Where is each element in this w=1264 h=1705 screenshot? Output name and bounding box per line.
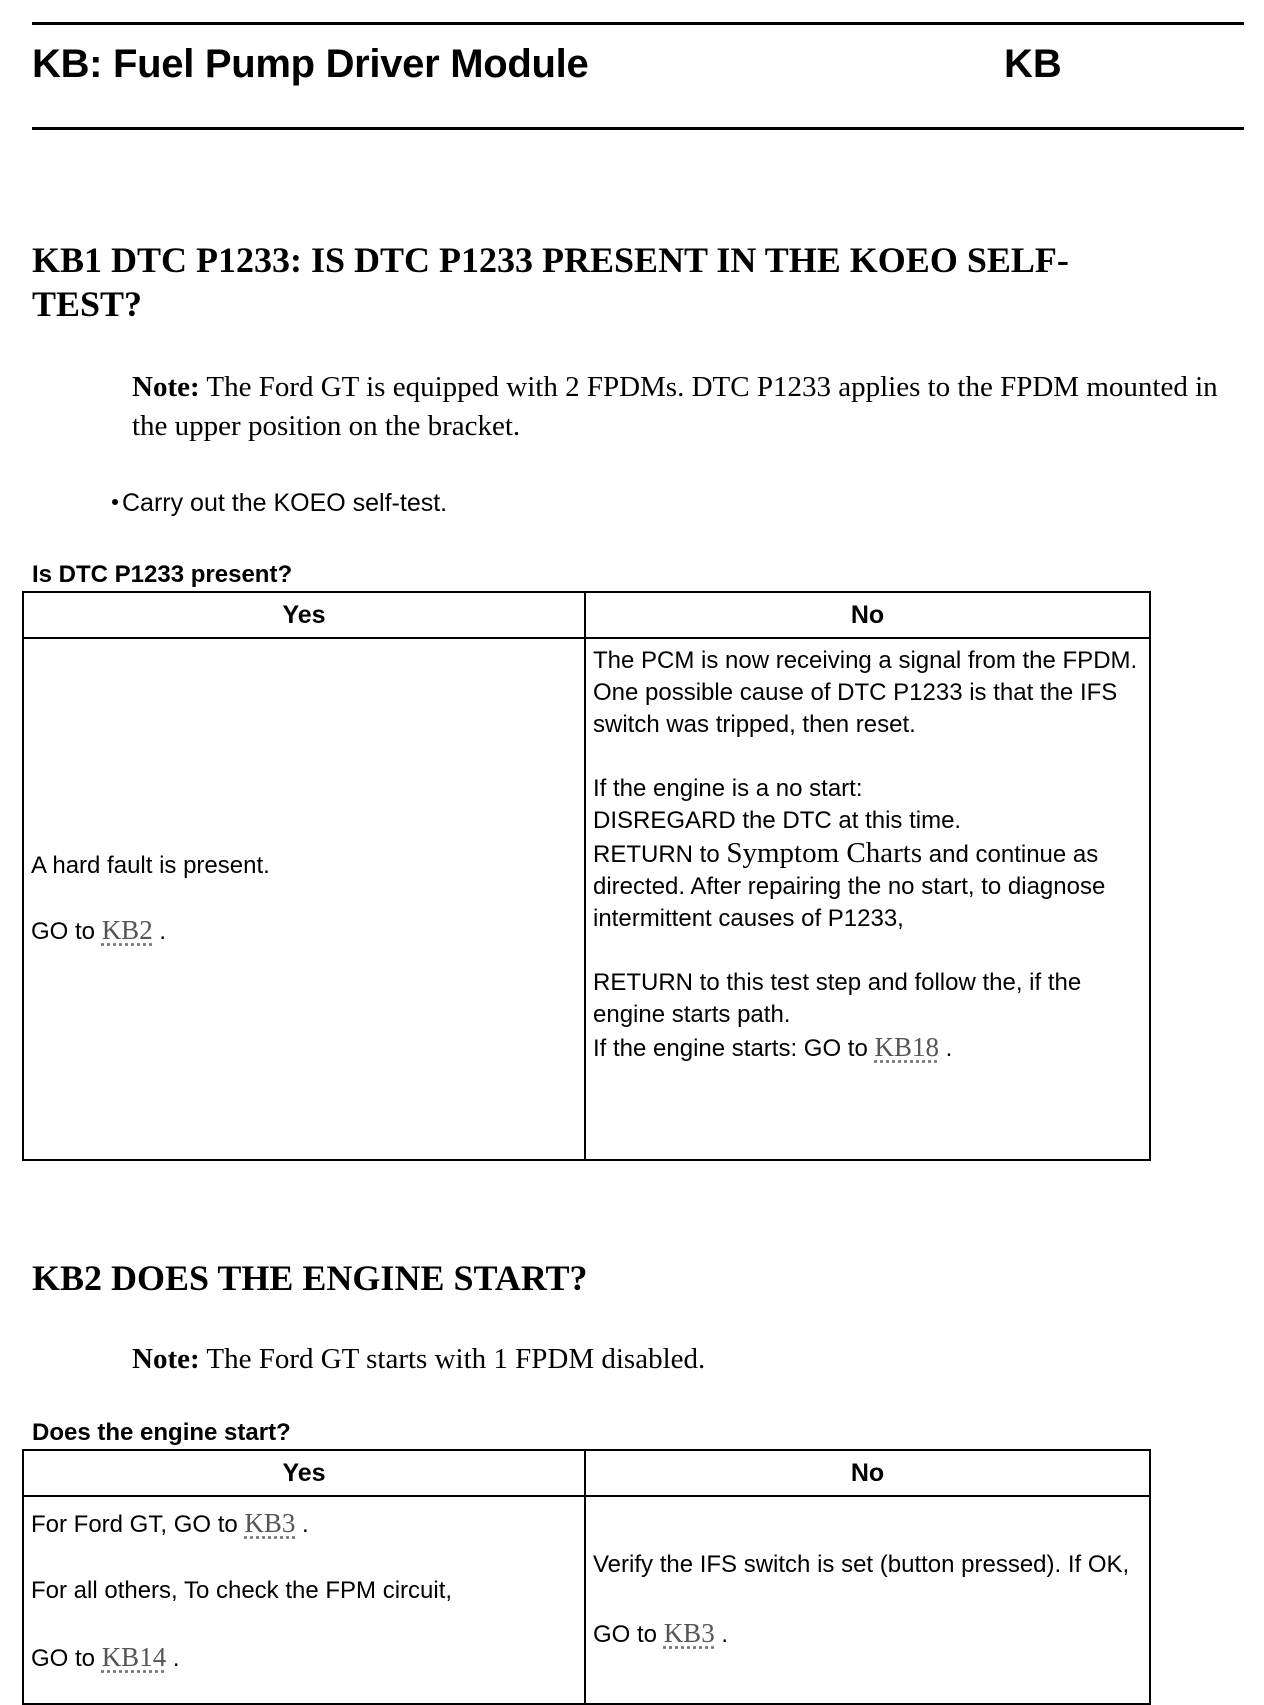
header-top-rule [32, 22, 1244, 25]
yes-column-header: Yes [23, 1450, 585, 1496]
link-kb2[interactable]: KB2 [101, 915, 153, 945]
yes-line: A hard fault is present. [31, 852, 270, 879]
goto-prefix: For Ford GT, GO to [31, 1511, 245, 1538]
kb1-question: Is DTC P1233 present? [32, 561, 293, 588]
no-paragraph-2 [593, 773, 1142, 935]
kb1-heading-line1: KB1 DTC P1233: IS DTC P1233 PRESENT IN THE KOEO SELF- [32, 240, 1069, 280]
header-bottom-rule [32, 127, 1244, 130]
link-kb3[interactable]: KB3 [244, 1508, 296, 1538]
goto-prefix: GO to [31, 918, 102, 945]
disregard-line: DISREGARD the DTC at this time. [593, 807, 962, 834]
link-kb3[interactable]: KB3 [663, 1618, 715, 1648]
no-column-header: No [585, 1450, 1150, 1496]
return-suffix: and continue as directed. After repairing the no start, to diagnose intermittent causes of P1233, [593, 841, 1106, 932]
goto-suffix: . [166, 1645, 180, 1672]
goto-prefix: GO to [31, 1645, 102, 1672]
yes-line-2: For all others, To check the FPM circuit, [31, 1577, 453, 1604]
table-header-row [23, 1450, 1150, 1496]
no-line-2 [593, 1617, 1142, 1651]
kb2-note [132, 1340, 1242, 1379]
return-prefix: RETURN to [593, 841, 727, 868]
no-column-header: No [585, 592, 1150, 638]
kb1-note-label: Note: [132, 371, 200, 403]
kb1-bullet [112, 489, 447, 518]
yes-cell [23, 638, 585, 1160]
kb2-question: Does the engine start? [32, 1419, 291, 1446]
goto-prefix: If the engine starts: GO to [593, 1035, 875, 1062]
no-paragraph-4 [593, 1031, 1142, 1065]
link-kb18[interactable]: KB18 [874, 1032, 939, 1062]
bullet-icon [112, 499, 118, 505]
table-row [23, 638, 1150, 1160]
kb1-heading [32, 238, 1182, 326]
kb2-heading: KB2 DOES THE ENGINE START? [32, 1258, 588, 1298]
kb1-heading-line2: TEST? [32, 284, 143, 324]
yes-line-1 [31, 1507, 577, 1541]
kb2-note-label: Note: [132, 1343, 200, 1375]
kb1-answer-table [22, 591, 1151, 1161]
kb2-note-text: The Ford GT starts with 1 FPDM disabled. [199, 1343, 706, 1375]
no-line-1: Verify the IFS switch is set (button pressed). If OK, [593, 1551, 1130, 1578]
goto-prefix: GO to [593, 1621, 664, 1648]
no-cell [585, 1496, 1150, 1704]
yes-goto [31, 914, 577, 948]
no-start-line: If the engine is a no start: [593, 775, 863, 802]
kb1-note-text: The Ford GT is equipped with 2 FPDMs. DTC P1233 applies to the FPDM mounted in the upper position on the bracket. [132, 371, 1218, 442]
goto-suffix: . [939, 1035, 953, 1062]
goto-suffix: . [714, 1621, 729, 1648]
no-paragraph-3: RETURN to this test step and follow the, if the engine starts path. [593, 969, 1082, 1028]
kb2-answer-table [22, 1449, 1151, 1705]
kb1-note [132, 368, 1242, 446]
section-code: KB [1004, 42, 1062, 86]
goto-suffix: . [152, 918, 167, 945]
yes-line-3 [31, 1641, 577, 1675]
goto-suffix: . [295, 1511, 309, 1538]
yes-column-header: Yes [23, 592, 585, 638]
yes-cell [23, 1496, 585, 1704]
symptom-charts-link[interactable]: Symptom Charts [726, 837, 923, 869]
no-cell [585, 638, 1150, 1160]
kb1-bullet-text: Carry out the KOEO self-test. [122, 489, 448, 517]
page-title: KB: Fuel Pump Driver Module [32, 42, 589, 86]
link-kb14[interactable]: KB14 [101, 1642, 167, 1672]
no-paragraph-1: The PCM is now receiving a signal from the FPDM. One possible cause of DTC P1233 is that the IFS switch was tripped, then reset. [593, 647, 1138, 738]
table-header-row [23, 592, 1150, 638]
table-row [23, 1496, 1150, 1704]
